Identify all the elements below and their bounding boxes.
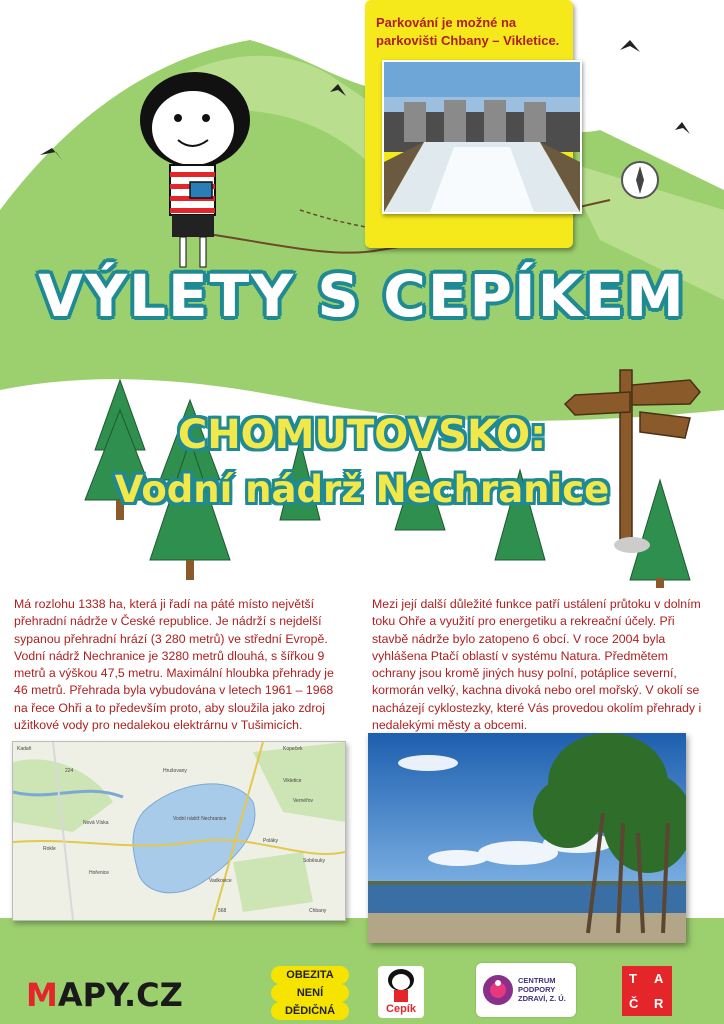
map-label: Hořenice: [89, 870, 110, 876]
obezita-logo-line2: NENÍ: [271, 984, 349, 1002]
tacr-logo: T A Č R: [622, 966, 672, 1016]
map-label: Nová Víska: [83, 820, 109, 826]
map-road-number: 224: [65, 768, 74, 774]
map-label: Poláky: [263, 838, 279, 844]
map-label: Kadaň: [17, 746, 32, 752]
description-left: Má rozlohu 1338 ha, která ji řadí na páté místo největší přehradní nádrže v České republice. Je nádrží s nejdelší sypanou přehradní hrází (3 280 metrů) ve střední Evropě. Vodní nádrž Nechranice je 3280 metrů dlouhá, s šířkou 9 metrů a výškou 47,5 metru. Maximální hloubka přehrady je 46 metrů. Přehrada byla vybudována v letech 1961 – 1968 na řece Ohři a to především proto, aby sloužila jako zdroj užitkové vody pro nedalekou elektrárnu v Tušimicích.: [14, 597, 334, 733]
map-label: Chbany: [309, 908, 327, 914]
map-label: Hrušovany: [163, 768, 187, 774]
map-label: Vodní nádrž Nechranice: [173, 816, 227, 822]
centrum-podpory-text: CENTRUM PODPORY ZDRAVÍ, Z. Ú.: [518, 976, 566, 1003]
map-label: Soběsuky: [303, 858, 325, 864]
area-map[interactable]: [12, 741, 346, 921]
dam-photo: [382, 60, 582, 214]
page-title: VÝLETY S CEPÍKEM: [38, 262, 686, 330]
obezita-logo-line3: DĚDIČNÁ: [271, 1002, 349, 1020]
map-label: Rokle: [43, 846, 56, 852]
map-label: Vadkovice: [209, 878, 232, 884]
description-right: Mezi její další důležité funkce patří ustálení průtoku v dolním toku Ohře a využití pro energetiku a rekreační účely. Při stavbě nádrže bylo zatopeno 6 obcí. V roce 2004 byla vyhlášena Ptačí oblastí v systému Natura. Předmětem ochrany jsou kromě jiných husy polní, potáplice severní, kormorán velký, kachna divoká nebo orel mořský. V okolí se nacházejí cyklostezky, které Vás provedou okolím přehrady i nedalekými městy a obcemi.: [372, 597, 702, 733]
parking-note-text: Parkování je možné na parkovišti Chbany – Vikletice.: [376, 15, 560, 48]
mapy-cz-logo: MAPY.CZ: [26, 976, 183, 1014]
map-label: Vikletice: [283, 778, 302, 784]
location-subtitle: Vodní nádrž Nechranice: [114, 468, 610, 511]
map-road-number: 568: [218, 908, 227, 914]
cepik-label: Cepík: [386, 1003, 416, 1015]
obezita-logo-line1: OBEZITA: [271, 966, 349, 984]
region-subtitle: CHOMUTOVSKO:: [177, 412, 547, 458]
lake-photo: [368, 733, 686, 943]
map-label: Vernéřov: [293, 798, 314, 804]
map-label: Kopeček: [283, 746, 303, 752]
